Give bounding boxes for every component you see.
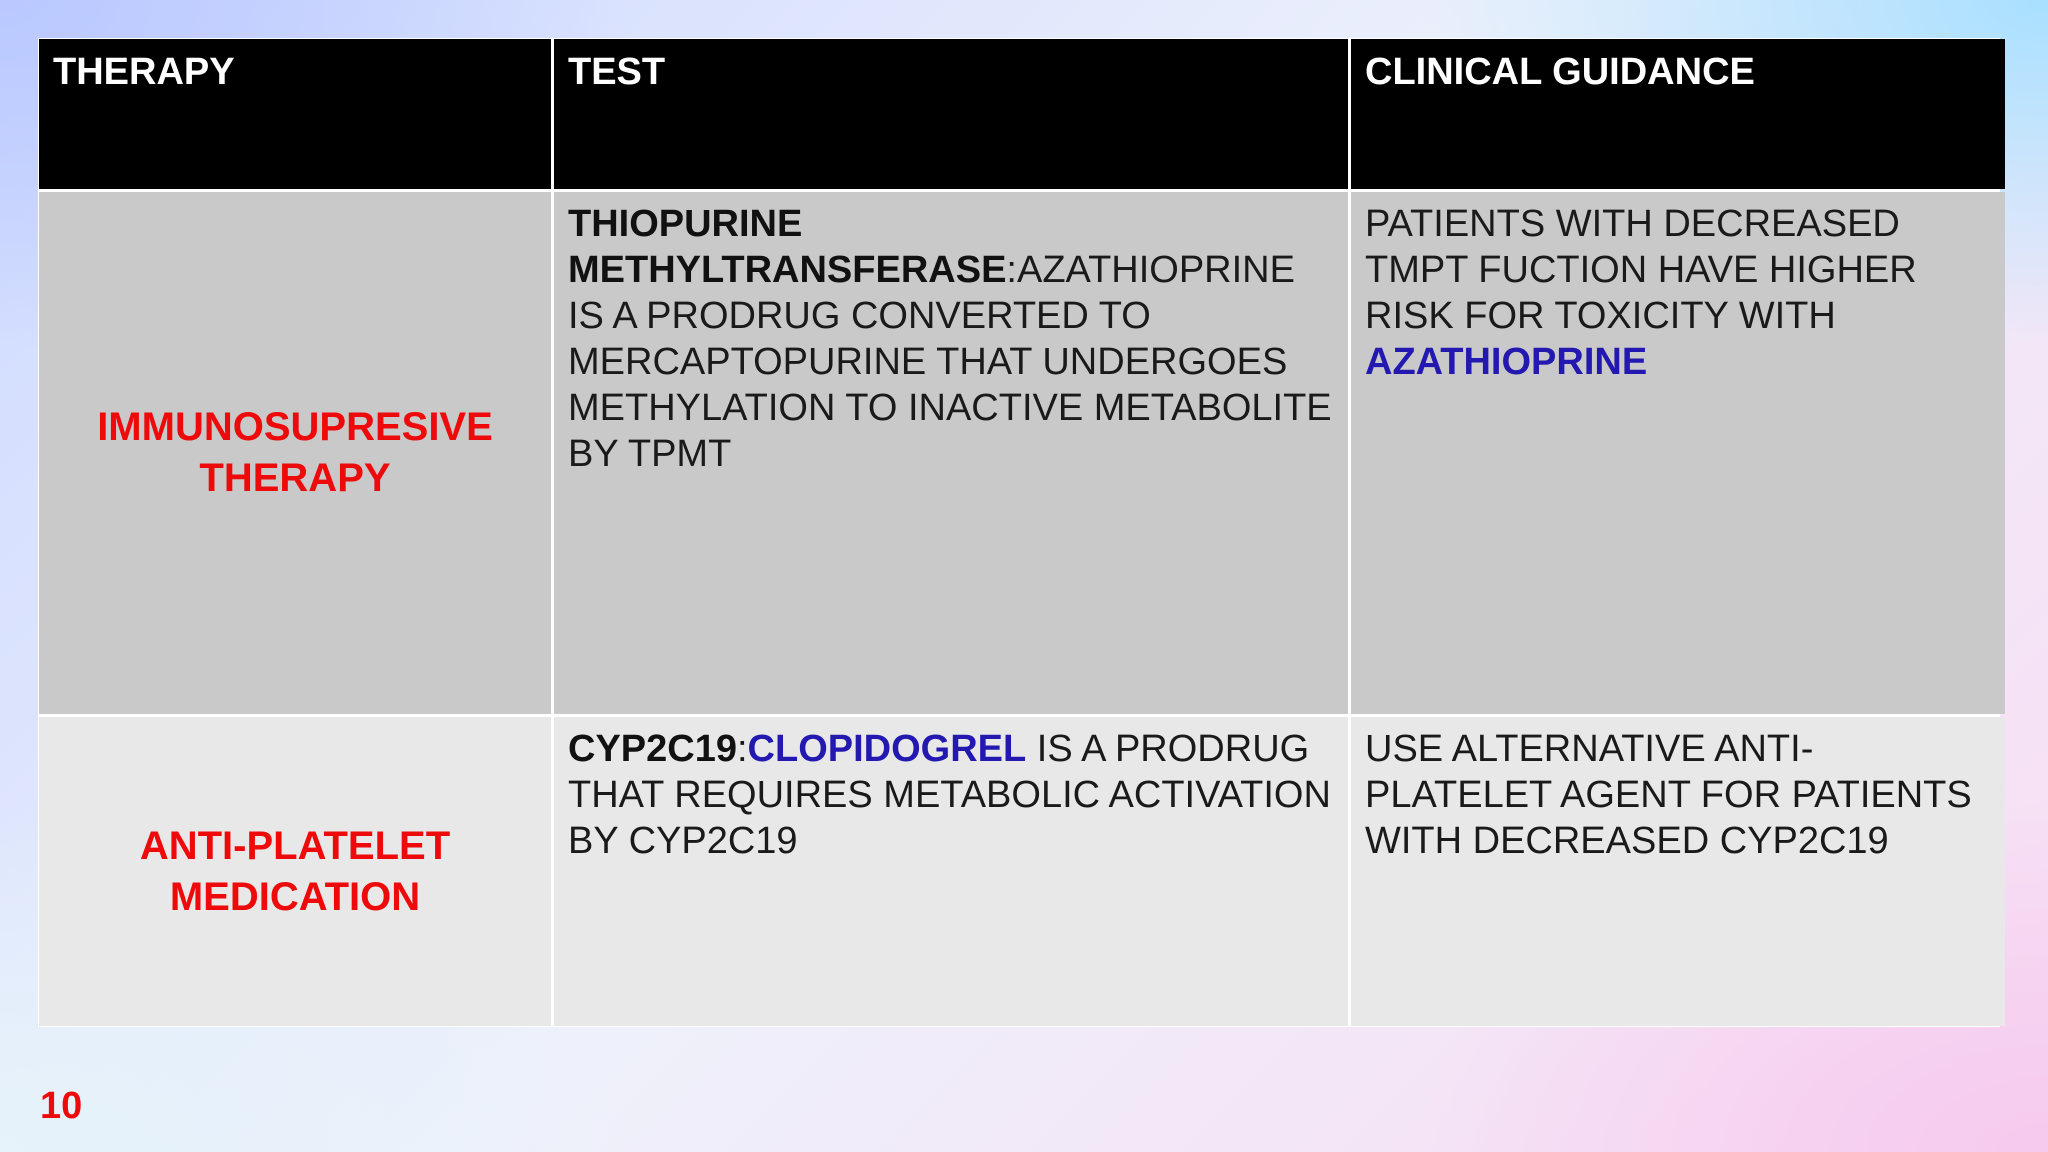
guidance-cell-tpmt [1351, 192, 2005, 714]
test-separator: : [1006, 249, 1017, 291]
test-separator: : [736, 728, 748, 770]
header-therapy: THERAPY [39, 39, 551, 189]
test-description: IS A PRODRUG THAT REQUIRES METABOLIC ACTIVATION BY CYP2C19 [568, 728, 1331, 862]
test-cell-cyp2c19 [554, 717, 1348, 1026]
pharmacogenomics-table [38, 38, 2000, 1027]
therapy-cell-immunosuppressive [39, 192, 551, 714]
therapy-label-line: IMMUNOSUPRESIVE [97, 405, 493, 449]
guidance-cell-cyp2c19 [1351, 717, 2005, 1026]
test-drug: CLOPIDOGREL [747, 728, 1027, 770]
test-cell-tpmt [554, 192, 1348, 714]
slide-page-number: 10 [40, 1085, 83, 1127]
guidance-text: USE ALTERNATIVE ANTI-PLATELET AGENT FOR PATIENTS WITH DECREASED CYP2C19 [1365, 728, 1972, 862]
therapy-label-line: ANTI-PLATELET [139, 823, 451, 868]
therapy-label-line: MEDICATION [169, 874, 421, 919]
guidance-drug: AZATHIOPRINE [1365, 341, 1648, 383]
test-description: AZATHIOPRINE IS A PRODRUG CONVERTED TO MERCAPTOPURINE THAT UNDERGOES METHYLATION TO INACTIVE METABOLITE BY TPMT [568, 249, 1332, 475]
therapy-label-line: THERAPY [199, 456, 391, 500]
test-term: THIOPURINE METHYLTRANSFERASE [568, 203, 1007, 291]
test-term: CYP2C19 [568, 728, 737, 770]
therapy-cell-antiplatelet [39, 717, 551, 1026]
header-test: TEST [554, 39, 1348, 189]
guidance-text: PATIENTS WITH DECREASED TMPT FUCTION HAVE HIGHER RISK FOR TOXICITY WITH [1365, 203, 1917, 337]
header-clinical-guidance: CLINICAL GUIDANCE [1351, 39, 2005, 189]
